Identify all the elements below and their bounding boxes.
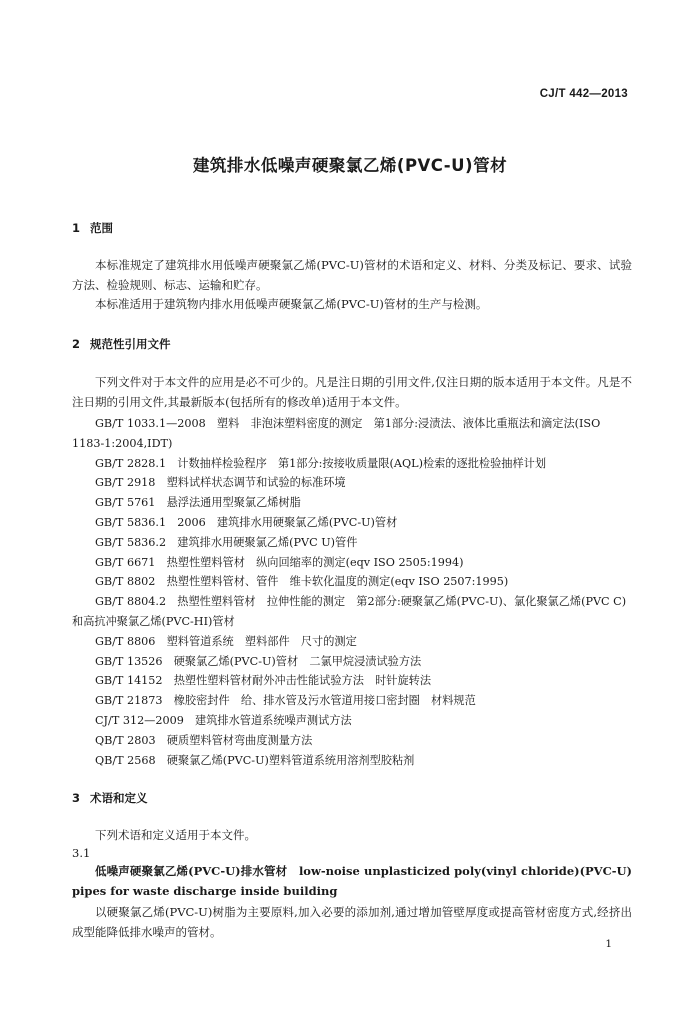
reference-list [72, 414, 632, 770]
reference-item: GB/T 2918 塑料试样状态调节和试验的标准环境 [95, 476, 346, 490]
reference-item: GB/T 5761 悬浮法通用型聚氯乙烯树脂 [95, 496, 301, 510]
section-heading-scope [72, 220, 113, 236]
section-title: 规范性引用文件 [90, 337, 171, 351]
term-title: 低噪声硬聚氯乙烯(PVC-U)排水管材 low-noise unplasticized poly(vinyl chloride)(PVC-U) pipes for waste discharge inside building [72, 864, 632, 898]
scope-paragraph-2: 本标准适用于建筑物内排水用低噪声硬聚氯乙烯(PVC-U)管材的生产与检测。 [95, 297, 488, 311]
reference-item: GB/T 5836.2 建筑排水用硬聚氯乙烯(PVC U)管件 [95, 535, 358, 549]
reference-item: GB/T 5836.1 2006 建筑排水用硬聚氯乙烯(PVC-U)管材 [95, 515, 398, 529]
page-number: 1 [605, 938, 612, 950]
reference-item: GB/T 8802 热塑性塑料管材、管件 维卡软化温度的测定(eqv ISO 2507:1995) [95, 575, 509, 589]
section-title: 范围 [90, 221, 113, 235]
reference-item: QB/T 2803 硬质塑料管材弯曲度测量方法 [95, 733, 313, 747]
section-number: 2 [72, 337, 81, 351]
reference-item: GB/T 1033.1—2008 塑料 非泡沫塑料密度的测定 第1部分:浸渍法、液体比重瓶法和滴定法(ISO 1183-1:2004,IDT) [72, 417, 601, 450]
term-definition: 以硬聚氯乙烯(PVC-U)树脂为主要原料,加入必要的添加剂,通过增加管壁厚度或提高管材密度方式,经挤出成型能降低排水噪声的管材。 [72, 905, 632, 939]
reference-item: GB/T 2828.1 计数抽样检验程序 第1部分:按接收质量限(AQL)检索的逐批检验抽样计划 [95, 456, 547, 470]
section-number: 3 [72, 791, 81, 805]
reference-item: GB/T 14152 热塑性塑料管材耐外冲击性能试验方法 时针旋转法 [95, 674, 432, 688]
terms-intro: 下列术语和定义适用于本文件。 [95, 828, 256, 842]
reference-item: GB/T 6671 热塑性塑料管材 纵向回缩率的测定(eqv ISO 2505:1994) [95, 555, 464, 569]
reference-item: GB/T 13526 硬聚氯乙烯(PVC-U)管材 二氯甲烷浸渍试验方法 [95, 654, 422, 668]
reference-item: QB/T 2568 硬聚氯乙烯(PVC-U)塑料管道系统用溶剂型胶粘剂 [95, 753, 415, 767]
section-heading-terms [72, 790, 148, 806]
section-heading-references [72, 336, 171, 352]
reference-item: GB/T 21873 橡胶密封件 给、排水管及污水管道用接口密封圈 材料规范 [95, 694, 476, 708]
scope-paragraph-1: 本标准规定了建筑排水用低噪声硬聚氯乙烯(PVC-U)管材的术语和定义、材料、分类及标记、要求、试验方法、检验规则、标志、运输和贮存。 [72, 258, 632, 292]
document-title: 建筑排水低噪声硬聚氯乙烯(PVC-U)管材 [192, 156, 508, 175]
section-title: 术语和定义 [90, 791, 148, 805]
references-intro: 下列文件对于本文件的应用是必不可少的。凡是注日期的引用文件,仅注日期的版本适用于本文件。凡是不注日期的引用文件,其最新版本(包括所有的修改单)适用于本文件。 [72, 375, 632, 409]
reference-item: CJ/T 312—2009 建筑排水管道系统噪声测试方法 [95, 713, 352, 727]
standard-code: CJ/T 442—2013 [539, 88, 628, 100]
section-number: 1 [72, 221, 81, 235]
reference-item: GB/T 8804.2 热塑性塑料管材 拉伸性能的测定 第2部分:硬聚氯乙烯(PVC-U)、氯化聚氯乙烯(PVC C)和高抗冲聚氯乙烯(PVC-HI)管材 [72, 595, 627, 628]
clause-number: 3.1 [72, 846, 91, 860]
reference-item: GB/T 8806 塑料管道系统 塑料部件 尺寸的测定 [95, 634, 357, 648]
